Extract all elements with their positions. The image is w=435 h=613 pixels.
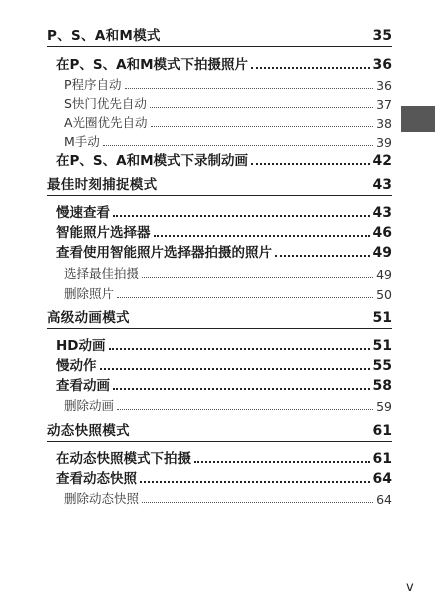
toc-title: 在P、S、A和M模式下录制动画: [56, 153, 248, 169]
toc-entry: [56, 447, 392, 467]
section-divider: [47, 328, 392, 329]
dot-leader: [154, 235, 370, 237]
toc-title: A光圈优先自动: [64, 115, 148, 130]
toc-page-number: 51: [372, 338, 392, 354]
toc-subentry: [64, 111, 392, 131]
toc-page-number: 36: [372, 57, 392, 73]
toc-entry: [56, 241, 392, 261]
toc-title: M手动: [64, 134, 100, 149]
section-divider: [47, 195, 392, 196]
dot-leader: [151, 126, 374, 127]
toc-page-number: 43: [372, 205, 392, 221]
dot-leader: [275, 255, 370, 257]
toc-title: 删除动画: [64, 398, 115, 413]
toc-entry: [56, 53, 392, 73]
toc-title: 最佳时刻捕捉模式: [47, 177, 158, 193]
toc-title: HD动画: [56, 338, 106, 354]
toc-title: 慢速查看: [56, 205, 110, 221]
toc-entry: [56, 467, 392, 487]
toc-subentry: [64, 130, 392, 150]
toc-title: 查看动态快照: [56, 471, 137, 487]
toc-entry: [56, 354, 392, 374]
toc-title: 慢动作: [56, 358, 97, 374]
toc-page-number: 64: [376, 492, 392, 507]
toc-entry: [56, 201, 392, 221]
toc-title: 删除照片: [64, 286, 115, 301]
section-heading: [47, 24, 392, 44]
section-divider: [47, 46, 392, 47]
dot-leader: [103, 145, 373, 146]
section-heading: [47, 419, 392, 439]
dot-leader: [113, 388, 370, 390]
toc-page-number: 64: [372, 471, 392, 487]
toc-subentry: [64, 92, 392, 112]
dot-leader: [117, 297, 373, 298]
toc-title: 动态快照模式: [47, 423, 130, 439]
dot-leader: [100, 368, 370, 370]
toc-page-number: 37: [376, 97, 392, 112]
dot-leader: [117, 409, 373, 410]
toc-title: 查看使用智能照片选择器拍摄的照片: [56, 245, 272, 261]
toc-page-number: 49: [372, 245, 392, 261]
toc-page-number: 61: [372, 423, 392, 439]
toc-page-number: 43: [372, 177, 392, 193]
toc-entry: [56, 334, 392, 354]
toc-page-number: 51: [372, 310, 392, 326]
toc-subentry: [64, 282, 392, 302]
toc-entry: [56, 374, 392, 394]
toc-page-number: 49: [376, 267, 392, 282]
toc-title: 选择最佳拍摄: [64, 266, 140, 281]
toc-page-number: 46: [372, 225, 392, 241]
dot-leader: [140, 481, 370, 483]
toc-entry: [56, 149, 392, 169]
dot-leader: [251, 163, 370, 165]
toc-page-number: 59: [376, 399, 392, 414]
dot-leader: [109, 348, 370, 350]
toc-title: P程序自动: [64, 77, 122, 92]
toc-title: 高级动画模式: [47, 310, 130, 326]
toc-subentry: [64, 487, 392, 507]
section-heading: [47, 173, 392, 193]
toc-title: 删除动态快照: [64, 491, 140, 506]
toc-title: 在动态快照模式下拍摄: [56, 451, 191, 467]
page-number-footer: v: [406, 580, 414, 595]
dot-leader: [142, 277, 373, 278]
toc-page-number: 38: [376, 116, 392, 131]
toc-title: 查看动画: [56, 378, 110, 394]
toc-page-number: 55: [372, 358, 392, 374]
section-heading: [47, 306, 392, 326]
toc-title: P、S、A和M模式: [47, 28, 161, 44]
dot-leader: [194, 461, 370, 463]
dot-leader: [142, 502, 373, 503]
toc-subentry: [64, 73, 392, 93]
toc-page-number: 42: [372, 153, 392, 169]
toc-page-number: 35: [372, 28, 392, 44]
toc-page-number: 50: [376, 287, 392, 302]
toc-page-number: 39: [376, 135, 392, 150]
dot-leader: [150, 107, 373, 108]
dot-leader: [125, 88, 374, 89]
toc-subentry: [64, 394, 392, 414]
toc-page-number: 61: [372, 451, 392, 467]
dot-leader: [113, 215, 370, 217]
dot-leader: [251, 67, 370, 69]
toc-title: 在P、S、A和M模式下拍摄照片: [56, 57, 248, 73]
toc-title: 智能照片选择器: [56, 225, 151, 241]
chapter-thumb-tab: [401, 106, 435, 132]
toc-subentry: [64, 262, 392, 282]
toc-page-number: 36: [376, 78, 392, 93]
toc-page-number: 58: [372, 378, 392, 394]
section-divider: [47, 441, 392, 442]
toc-entry: [56, 221, 392, 241]
toc-title: S快门优先自动: [64, 96, 147, 111]
